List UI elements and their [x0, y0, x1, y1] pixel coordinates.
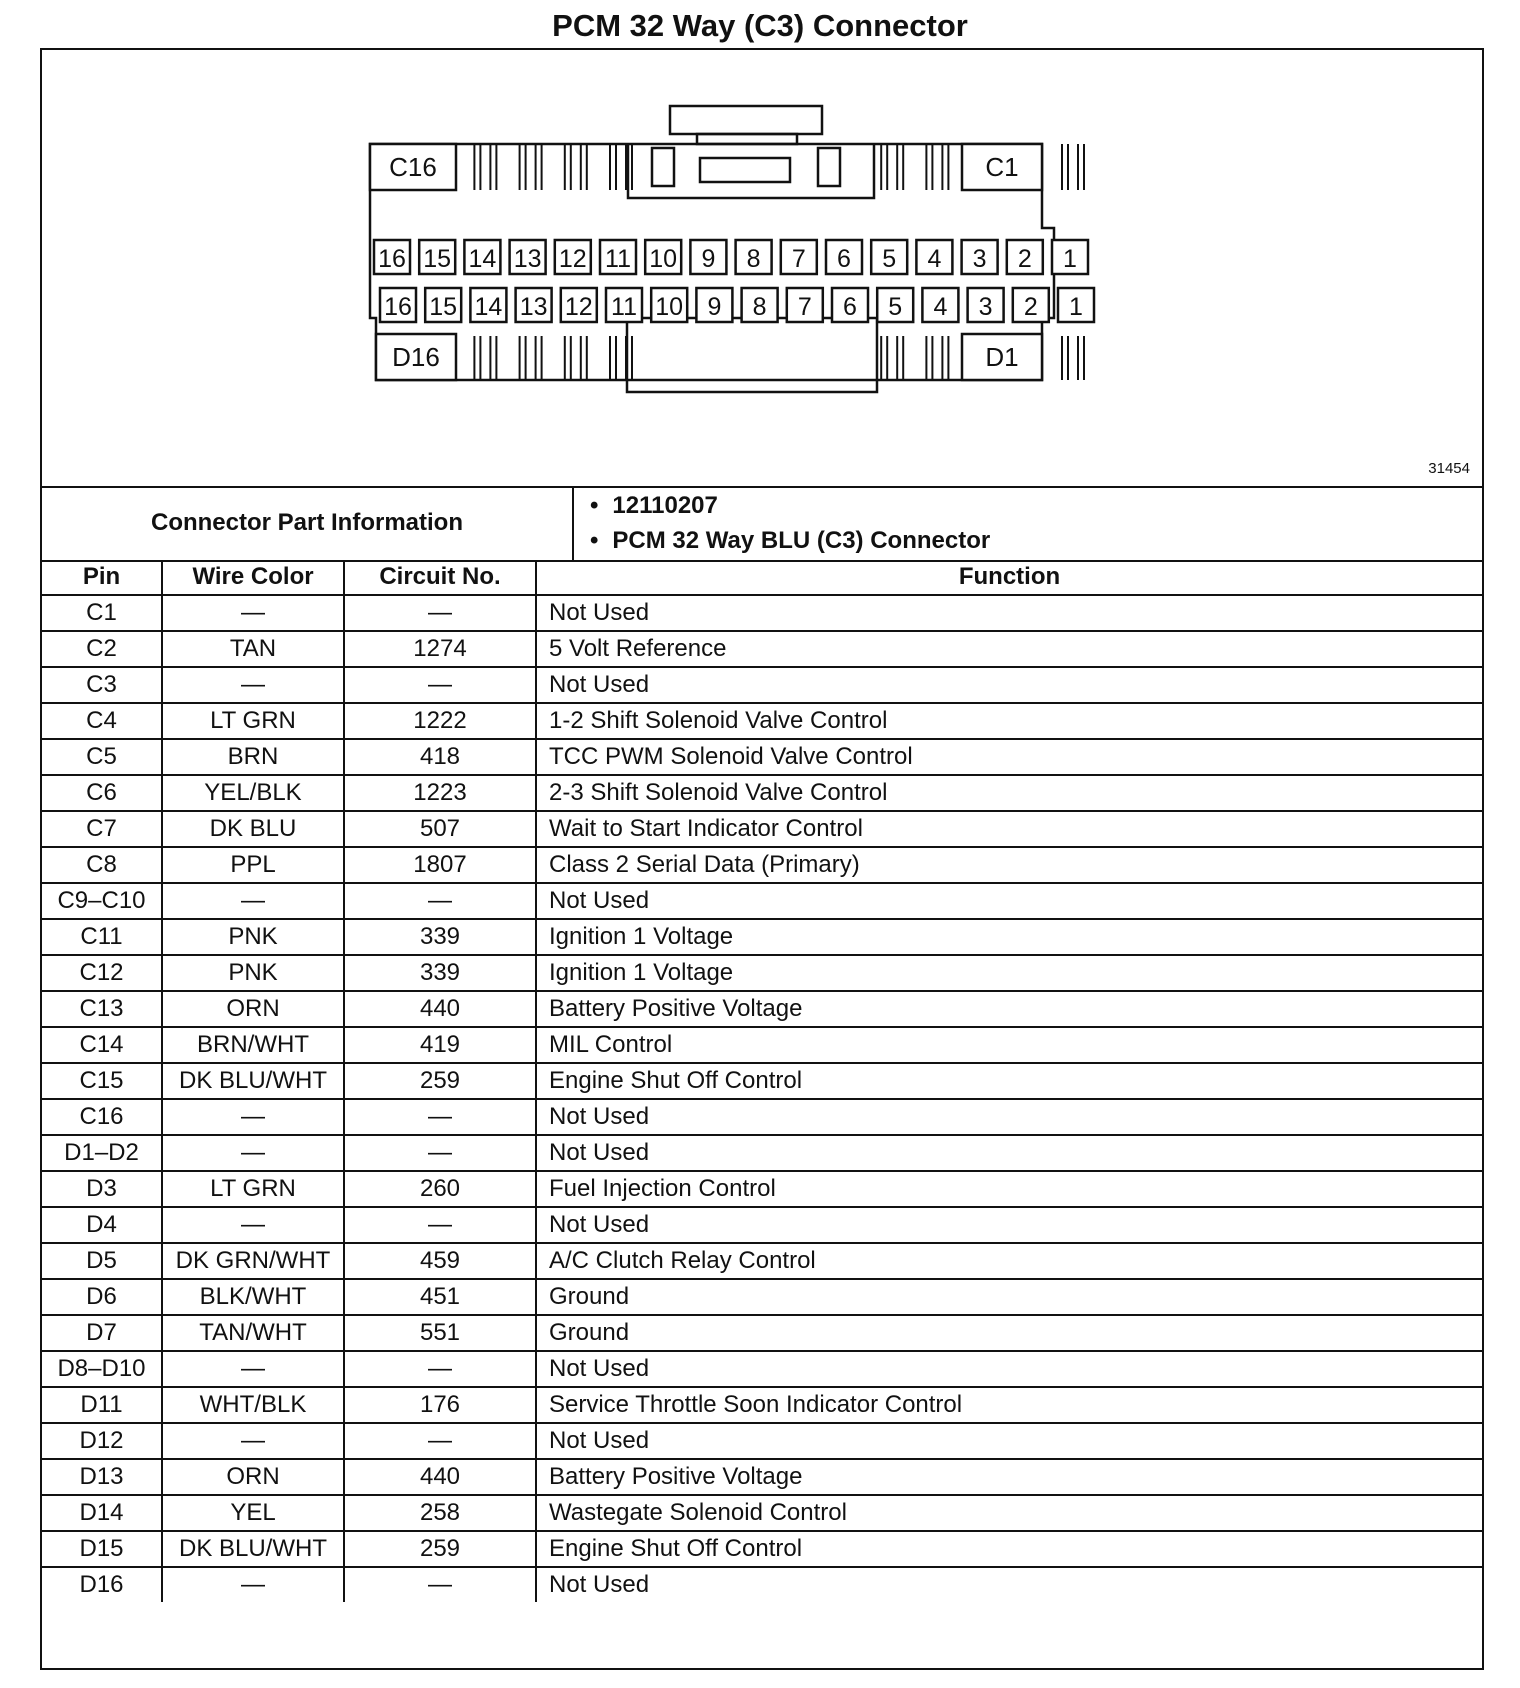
cell-wire-color: DK BLU/WHT — [162, 1531, 344, 1567]
cell-pin: D13 — [42, 1459, 162, 1495]
connector-key-upper — [628, 144, 874, 198]
cell-function: Not Used — [536, 883, 1482, 919]
table-row — [42, 1531, 1482, 1567]
pin-number: 3 — [978, 293, 993, 321]
table-row — [42, 1351, 1482, 1387]
cell-circuit-no: 440 — [344, 1459, 536, 1495]
table-row — [42, 811, 1482, 847]
pinout-table-body — [42, 595, 1482, 1602]
cell-function: Battery Positive Voltage — [536, 1459, 1482, 1495]
connector-part-info — [42, 486, 1482, 562]
pin-number: 8 — [752, 293, 767, 321]
pin-number: 11 — [611, 293, 637, 321]
cell-pin: C9–C10 — [42, 883, 162, 919]
cell-pin: D1–D2 — [42, 1135, 162, 1171]
pin-number: 7 — [797, 293, 812, 321]
pin-number: 16 — [378, 245, 406, 273]
cell-wire-color: DK BLU/WHT — [162, 1063, 344, 1099]
connector-drawing — [42, 50, 1482, 486]
pin-number: 5 — [888, 293, 903, 321]
table-row — [42, 1171, 1482, 1207]
cell-circuit-no: — — [344, 1135, 536, 1171]
cell-circuit-no: 260 — [344, 1171, 536, 1207]
connector-tab-left — [652, 148, 674, 186]
cell-pin: D15 — [42, 1531, 162, 1567]
cell-circuit-no: — — [344, 595, 536, 631]
pin-number: 5 — [882, 245, 897, 273]
table-row — [42, 919, 1482, 955]
pin-number: 13 — [513, 245, 542, 273]
cell-function: Not Used — [536, 1567, 1482, 1602]
cell-pin: C5 — [42, 739, 162, 775]
table-row — [42, 883, 1482, 919]
cell-pin: C11 — [42, 919, 162, 955]
pin-number: 1 — [1069, 293, 1083, 321]
pin-number: 3 — [972, 245, 987, 273]
cell-pin: D7 — [42, 1315, 162, 1351]
cell-wire-color: TAN — [162, 631, 344, 667]
cell-function: Engine Shut Off Control — [536, 1063, 1482, 1099]
cell-function: Ground — [536, 1279, 1482, 1315]
cell-circuit-no: 259 — [344, 1531, 536, 1567]
cell-circuit-no: 258 — [344, 1495, 536, 1531]
table-row — [42, 739, 1482, 775]
cell-pin: D16 — [42, 1567, 162, 1602]
connector-diagram — [42, 50, 1482, 488]
cell-wire-color: YEL/BLK — [162, 775, 344, 811]
cell-wire-color: PNK — [162, 955, 344, 991]
cell-wire-color: BRN — [162, 739, 344, 775]
cell-function: Not Used — [536, 667, 1482, 703]
cell-pin: C2 — [42, 631, 162, 667]
pin-number: 6 — [843, 293, 857, 321]
cell-function: Service Throttle Soon Indicator Control — [536, 1387, 1482, 1423]
cell-function: A/C Clutch Relay Control — [536, 1243, 1482, 1279]
pin-number: 15 — [423, 245, 452, 273]
pin-number: 16 — [384, 293, 412, 321]
table-row — [42, 1135, 1482, 1171]
pin-number: 10 — [649, 245, 678, 273]
cell-function: 2-3 Shift Solenoid Valve Control — [536, 775, 1482, 811]
cell-circuit-no: 440 — [344, 991, 536, 1027]
pin-number: 12 — [558, 245, 587, 273]
table-row — [42, 847, 1482, 883]
cell-pin: C7 — [42, 811, 162, 847]
label-c16: C16 — [389, 152, 437, 182]
header-function: Function — [536, 560, 1482, 595]
cell-pin: C14 — [42, 1027, 162, 1063]
cell-function: Not Used — [536, 1351, 1482, 1387]
part-info-list — [590, 488, 990, 558]
cell-pin: C6 — [42, 775, 162, 811]
connector-sheet — [40, 48, 1484, 1670]
cell-wire-color: BRN/WHT — [162, 1027, 344, 1063]
cell-function: 5 Volt Reference — [536, 631, 1482, 667]
cell-circuit-no: 339 — [344, 955, 536, 991]
cell-function: Ground — [536, 1315, 1482, 1351]
cell-circuit-no: — — [344, 1207, 536, 1243]
pin-number: 1 — [1063, 245, 1077, 273]
cell-wire-color: PPL — [162, 847, 344, 883]
pin-number: 9 — [701, 245, 716, 273]
cell-circuit-no: 1223 — [344, 775, 536, 811]
cell-pin: D5 — [42, 1243, 162, 1279]
cell-function: Ignition 1 Voltage — [536, 955, 1482, 991]
pin-number: 11 — [605, 245, 631, 273]
cell-function: 1-2 Shift Solenoid Valve Control — [536, 703, 1482, 739]
cell-circuit-no: 459 — [344, 1243, 536, 1279]
cell-circuit-no: — — [344, 667, 536, 703]
cell-pin: D8–D10 — [42, 1351, 162, 1387]
cell-function: Battery Positive Voltage — [536, 991, 1482, 1027]
cell-function: Not Used — [536, 1423, 1482, 1459]
cell-wire-color: — — [162, 1099, 344, 1135]
cell-wire-color: YEL — [162, 1495, 344, 1531]
cell-wire-color: — — [162, 595, 344, 631]
table-row — [42, 1495, 1482, 1531]
pin-number: 12 — [564, 293, 593, 321]
label-d16: D16 — [392, 342, 440, 372]
pin-row-top — [374, 240, 1088, 274]
pin-number: 6 — [837, 245, 851, 273]
cell-function: Fuel Injection Control — [536, 1171, 1482, 1207]
cell-pin: D12 — [42, 1423, 162, 1459]
pin-number: 13 — [519, 293, 548, 321]
cell-pin: C4 — [42, 703, 162, 739]
cell-wire-color: LT GRN — [162, 1171, 344, 1207]
cell-function: Not Used — [536, 1135, 1482, 1171]
table-row — [42, 1207, 1482, 1243]
cell-wire-color: ORN — [162, 991, 344, 1027]
cell-function: Not Used — [536, 1099, 1482, 1135]
cell-wire-color: — — [162, 1207, 344, 1243]
pin-number: 10 — [655, 293, 684, 321]
page-title: PCM 32 Way (C3) Connector — [552, 8, 968, 43]
part-description: • PCM 32 Way BLU (C3) Connector — [590, 523, 990, 558]
cell-pin: D11 — [42, 1387, 162, 1423]
connector-latch-base — [697, 134, 797, 144]
header-wire-color: Wire Color — [162, 560, 344, 595]
table-row — [42, 1459, 1482, 1495]
cell-circuit-no: 418 — [344, 739, 536, 775]
cell-wire-color: — — [162, 1423, 344, 1459]
cell-wire-color: LT GRN — [162, 703, 344, 739]
part-info-label: Connector Part Information — [42, 486, 574, 560]
table-row — [42, 775, 1482, 811]
cell-wire-color: ORN — [162, 1459, 344, 1495]
cell-wire-color: PNK — [162, 919, 344, 955]
cell-pin: C13 — [42, 991, 162, 1027]
cell-wire-color: — — [162, 1567, 344, 1602]
cell-pin: C3 — [42, 667, 162, 703]
table-row — [42, 1063, 1482, 1099]
cell-circuit-no: 451 — [344, 1279, 536, 1315]
table-row — [42, 631, 1482, 667]
label-c1: C1 — [985, 152, 1019, 182]
table-row — [42, 955, 1482, 991]
cell-wire-color: — — [162, 883, 344, 919]
cell-circuit-no: 1807 — [344, 847, 536, 883]
cell-pin: D3 — [42, 1171, 162, 1207]
cell-function: Class 2 Serial Data (Primary) — [536, 847, 1482, 883]
figure-id: 31454 — [1428, 460, 1470, 477]
header-circuit-no: Circuit No. — [344, 560, 536, 595]
pin-number: 2 — [1017, 245, 1032, 273]
table-row — [42, 1567, 1482, 1602]
cell-circuit-no: 507 — [344, 811, 536, 847]
cell-pin: D6 — [42, 1279, 162, 1315]
pin-number: 7 — [791, 245, 806, 273]
pin-number: 14 — [474, 293, 503, 321]
connector-latch — [670, 106, 822, 134]
cell-pin: D14 — [42, 1495, 162, 1531]
cell-function: Ignition 1 Voltage — [536, 919, 1482, 955]
table-row — [42, 667, 1482, 703]
cell-wire-color: WHT/BLK — [162, 1387, 344, 1423]
cell-wire-color: DK BLU — [162, 811, 344, 847]
pinout-table — [42, 560, 1482, 1602]
cell-wire-color: — — [162, 1135, 344, 1171]
cell-circuit-no: — — [344, 883, 536, 919]
cell-pin: C12 — [42, 955, 162, 991]
cell-wire-color: BLK/WHT — [162, 1279, 344, 1315]
cell-circuit-no: 339 — [344, 919, 536, 955]
cell-circuit-no: — — [344, 1099, 536, 1135]
pin-number: 4 — [933, 293, 948, 321]
cell-wire-color: DK GRN/WHT — [162, 1243, 344, 1279]
label-d1: D1 — [985, 342, 1019, 372]
cell-circuit-no: 259 — [344, 1063, 536, 1099]
table-row — [42, 1279, 1482, 1315]
cell-wire-color: TAN/WHT — [162, 1315, 344, 1351]
cell-circuit-no: — — [344, 1351, 536, 1387]
table-row — [42, 1027, 1482, 1063]
header-pin: Pin — [42, 560, 162, 595]
cell-wire-color: — — [162, 1351, 344, 1387]
table-row — [42, 595, 1482, 631]
cell-circuit-no: 551 — [344, 1315, 536, 1351]
cell-circuit-no: 1222 — [344, 703, 536, 739]
pin-number: 14 — [468, 245, 497, 273]
table-row — [42, 1315, 1482, 1351]
cell-function: Wait to Start Indicator Control — [536, 811, 1482, 847]
cell-function: MIL Control — [536, 1027, 1482, 1063]
cell-function: Not Used — [536, 595, 1482, 631]
pin-number: 9 — [707, 293, 722, 321]
cell-function: Wastegate Solenoid Control — [536, 1495, 1482, 1531]
table-row — [42, 1243, 1482, 1279]
cell-pin: C8 — [42, 847, 162, 883]
cell-circuit-no: — — [344, 1423, 536, 1459]
cell-circuit-no: — — [344, 1567, 536, 1602]
cell-function: Not Used — [536, 1207, 1482, 1243]
cell-circuit-no: 419 — [344, 1027, 536, 1063]
table-row — [42, 703, 1482, 739]
table-row — [42, 1099, 1482, 1135]
table-row — [42, 991, 1482, 1027]
table-header-row — [42, 560, 1482, 595]
connector-slot — [700, 158, 790, 182]
cell-pin: C1 — [42, 595, 162, 631]
connector-tab-right — [818, 148, 840, 186]
cell-circuit-no: 1274 — [344, 631, 536, 667]
pin-number: 8 — [746, 245, 761, 273]
cell-function: TCC PWM Solenoid Valve Control — [536, 739, 1482, 775]
cell-pin: C15 — [42, 1063, 162, 1099]
pin-number: 4 — [927, 245, 942, 273]
cell-wire-color: — — [162, 667, 344, 703]
pin-number: 2 — [1023, 293, 1038, 321]
table-row — [42, 1423, 1482, 1459]
cell-circuit-no: 176 — [344, 1387, 536, 1423]
cell-pin: D4 — [42, 1207, 162, 1243]
part-number: • 12110207 — [590, 488, 990, 523]
cell-function: Engine Shut Off Control — [536, 1531, 1482, 1567]
table-row — [42, 1387, 1482, 1423]
cell-pin: C16 — [42, 1099, 162, 1135]
pin-number: 15 — [429, 293, 458, 321]
